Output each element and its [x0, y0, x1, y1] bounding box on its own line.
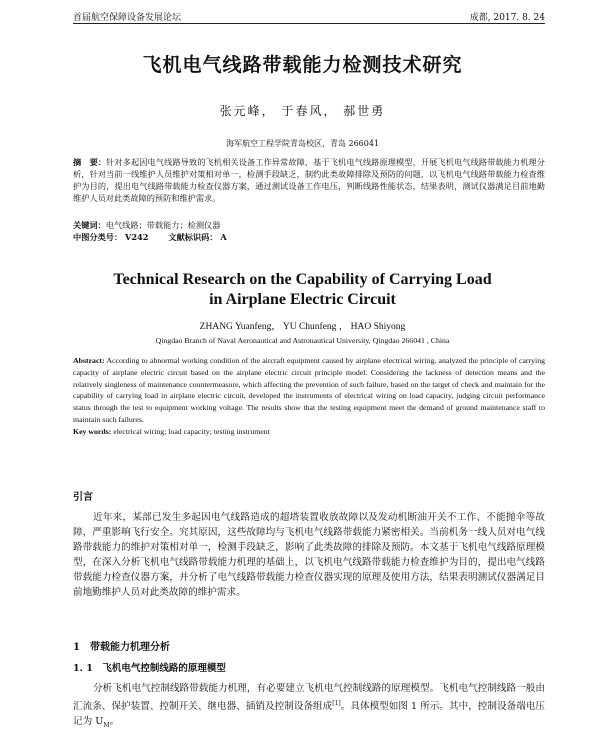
- keywords-en-text: electrical wiring; load capacity; testing instrument: [113, 427, 270, 436]
- heading-section-1: 1 带载能力机理分析: [73, 642, 170, 653]
- clc-number: 中图分类号： V242: [73, 232, 149, 242]
- paragraph-introduction: 近年来，某部已发生多起因电气线路造成的超塔装置收放故障以及发动机断油开关不工作、不能抛伞等故障，严重影响飞行安全。究其原因，这些故障均与飞机电气线路带载能力紧密相关。当前机务一线人员对电气线路带载能力的维护对策相对单一，检测手段缺乏，影响了此类故障的排除及预防。本文基于飞机电气线路原理模型，在深入分析飞机电气线路带载能力机理的基础上，以飞机电气线路带载能力检查维护为目的，提出电气线路带载能力检查仪器方案，并分析了电气线路带载能力检查仪器实现的原理及使用方法，结果表明测试仪器满足目前地勤维护人员对此类故障的维护需求。: [73, 512, 545, 598]
- keywords-cn-text: 电气线路；带载能力；检测仪器: [105, 220, 221, 230]
- heading-introduction: 引言: [73, 492, 93, 503]
- header-date: 成都, 2017. 8. 24: [469, 13, 545, 23]
- abstract-cn-label: 摘 要：: [73, 157, 107, 167]
- para-1-1-part-a: 分析飞机电气控制线路带载能力机理，有必要建立飞机电气控制线路的原理模型。飞机电气控制线路一般由汇流条、保护装置、控制开关、继电器、插销及控制设备组成: [73, 683, 545, 713]
- heading-section-1-1: 1. 1 飞机电气控制线路的原理模型: [73, 663, 226, 674]
- abstract-cn-text: 针对多起因电气线路导致的飞机相关设备工作异常故障，基于飞机电气线路原理模型，开展飞机电气线路带载能力机理分析，针对当前一线维护人员维护对策相对单一，检测手段缺乏，制约此类故障排除及预防的问题，以飞机电气线路带载能力检查维护为目的，提出电气线路带载能力检查仪器方案，通过测试设备工作电压，判断线路性能状态，结果表明，测试仪器满足目前地勤维护人员对此类故障的预防和维护需求。: [73, 157, 545, 203]
- authors-english: ZHANG Yuanfeng， YU Chunfeng ， HAO Shiyong: [199, 322, 406, 332]
- abstract-chinese: [73, 156, 545, 204]
- abstract-en-label: Abstract:: [73, 356, 105, 365]
- classification-line: [73, 231, 545, 243]
- keywords-english: [73, 426, 545, 438]
- document-code: 文献标识码： A: [168, 232, 227, 242]
- title-chinese: 飞机电气线路带载能力检测技术研究: [142, 54, 463, 76]
- authors-chinese: 张元峰， 于春风， 郝世勇: [219, 104, 386, 118]
- affiliation-english: Qingdao Branch of Naval Aeronautical and Astronautical University, Qingdao 266041 , China: [155, 336, 450, 345]
- keywords-chinese: [73, 219, 545, 231]
- abstract-english: [73, 355, 545, 426]
- title-english: [60, 270, 545, 310]
- title-en-line2: in Airplane Electric Circuit: [209, 291, 396, 308]
- running-header: [73, 10, 545, 24]
- affiliation-chinese: 海军航空工程学院青岛校区，青岛 266041: [225, 139, 380, 148]
- keywords-cn-label: 关键词：: [73, 220, 106, 230]
- header-conference: 首届航空保障设备发展论坛: [73, 13, 182, 23]
- voltage-subscript: M: [103, 722, 110, 730]
- abstract-en-text: According to abnormal working condition of the aircraft equipment caused by airplane electrical wiring, analyzed the principle of carrying capacity of airplane electric circuit based on the airplane electric circuit principle model. Considering the lackness of detection means and the relatively singleness of maintenance countermeasure, which affecting the prevention of such failure, based on the target of check and maintain for the capability of carrying load in airplane electric circuit, developed the instruments of electrical wiring on load capacity, judging circuit performance status through the test to equipment working voltage. The results show that the testing equipment meet the demand of ground maintenance staff to maintain such failures.: [73, 356, 545, 424]
- para-1-1-part-c: 。: [109, 716, 120, 728]
- title-en-line1: Technical Research on the Capability of Carrying Load: [113, 271, 492, 288]
- para-1-1-part-b: 。具体模型如图 1 所示。其中，控制设备端电压记为 U: [73, 701, 546, 728]
- keywords-en-label: Key words:: [73, 427, 112, 436]
- citation-ref: [1]: [332, 700, 341, 707]
- paragraph-section-1-1: [73, 681, 545, 733]
